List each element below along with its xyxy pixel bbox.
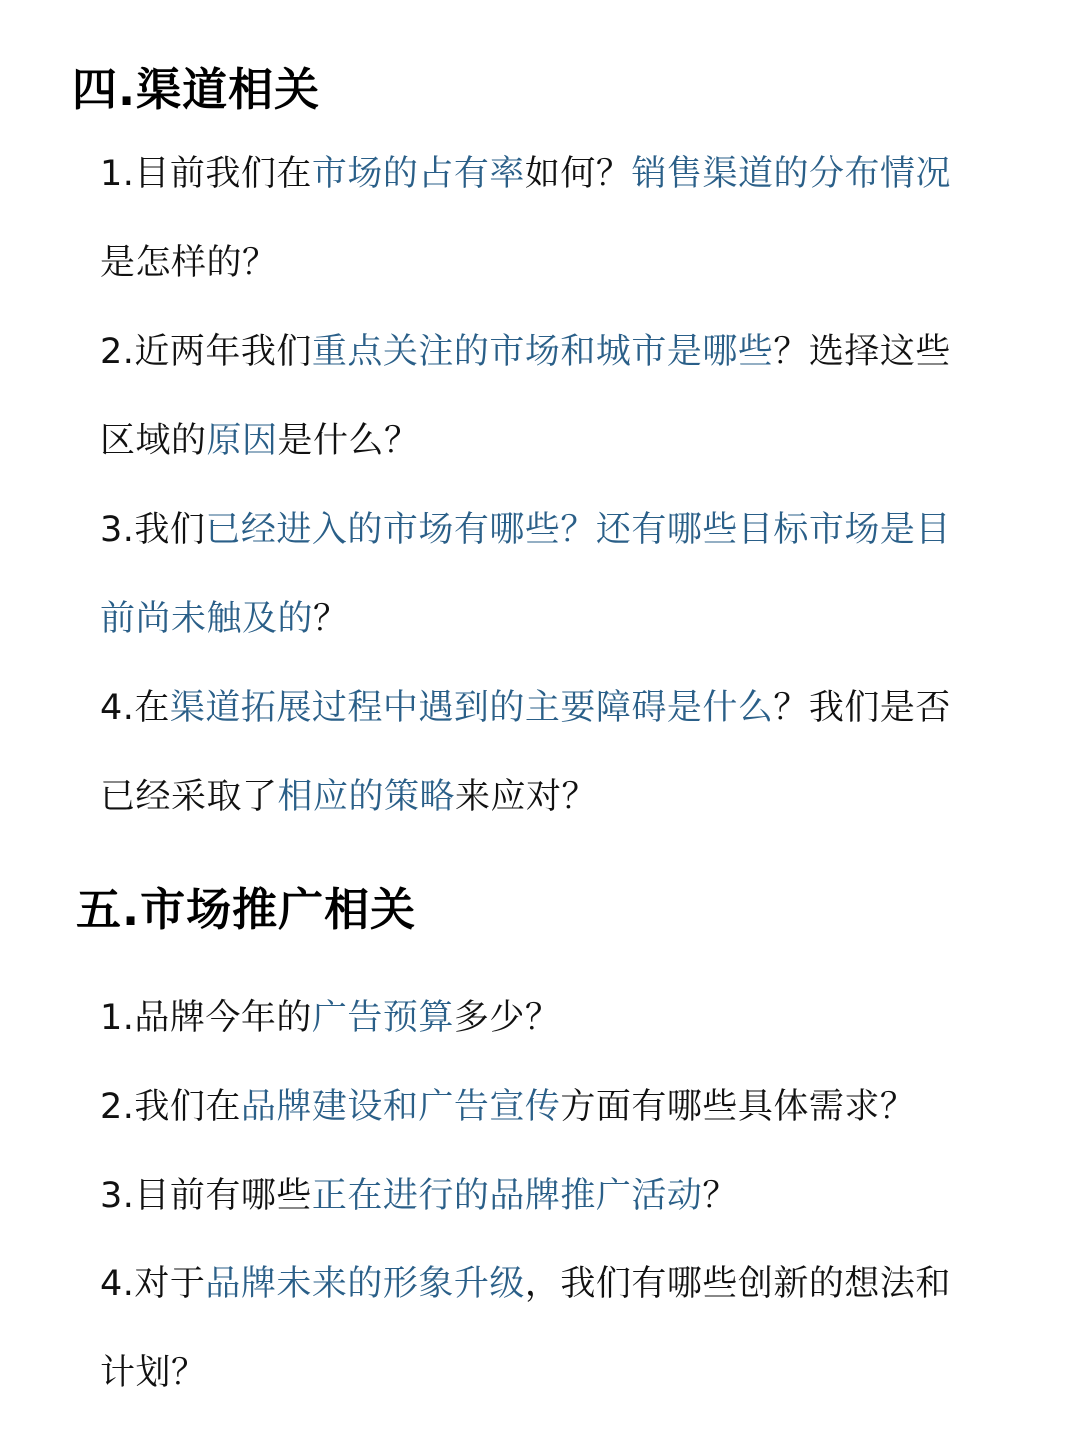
question-text: 3.我们 xyxy=(100,510,206,550)
question-text: ，我们有哪些创新的想法和计划？ xyxy=(100,1264,951,1393)
question-text: 1.品牌今年的 xyxy=(100,998,312,1038)
question-text: 是什么？ xyxy=(277,421,420,461)
question-text: 3.目前有哪些 xyxy=(100,1176,312,1216)
question-highlight: 正在进行的品牌推广活动 xyxy=(311,1176,703,1216)
question-text: 如何？ xyxy=(524,154,632,194)
question-text: 是怎样的？ xyxy=(100,243,278,283)
question-text: 1.目前我们在 xyxy=(100,154,312,194)
question-item xyxy=(100,1063,975,1152)
question-text: ？选择这些区域的 xyxy=(100,332,951,461)
question-text: 2.近两年我们 xyxy=(100,332,312,372)
question-text: 方面有哪些具体需求？ xyxy=(560,1087,916,1127)
question-text: 4.在 xyxy=(100,688,170,728)
question-highlight: 销售渠道的分布情况 xyxy=(631,154,951,194)
question-highlight: 广告预算 xyxy=(311,998,454,1038)
question-text: ？我们是否已经采取了 xyxy=(100,688,951,817)
question-highlight: 已经进入的市场有哪些？还有哪些目标市场是目前尚未触及的 xyxy=(100,510,951,639)
section-title-channel: 四.渠道相关 xyxy=(72,63,321,116)
question-item xyxy=(100,664,975,842)
question-text: ？ xyxy=(702,1176,738,1216)
question-highlight: 品牌建设和广告宣传 xyxy=(240,1087,561,1127)
question-item xyxy=(100,974,975,1063)
question-text: 多少？ xyxy=(453,998,561,1038)
question-highlight: 品牌未来的形象升级 xyxy=(205,1264,525,1304)
section-title-marketing: 五.市场推广相关 xyxy=(76,883,417,936)
question-item xyxy=(100,130,975,308)
question-item xyxy=(100,1240,975,1418)
question-highlight: 原因 xyxy=(206,421,278,461)
question-item xyxy=(100,308,975,486)
question-highlight: 市场的占有率 xyxy=(311,154,525,194)
question-item xyxy=(100,1152,975,1241)
question-text: 4.对于 xyxy=(100,1264,206,1304)
question-highlight: 渠道拓展过程中遇到的主要障碍是什么 xyxy=(169,688,774,728)
question-item xyxy=(100,486,975,664)
question-highlight: 重点关注的市场和城市是哪些 xyxy=(311,332,774,372)
question-text: ？ xyxy=(313,599,349,639)
question-highlight: 相应的策略 xyxy=(277,777,456,817)
question-text: 2.我们在 xyxy=(100,1087,241,1127)
question-text: 来应对？ xyxy=(455,777,598,817)
